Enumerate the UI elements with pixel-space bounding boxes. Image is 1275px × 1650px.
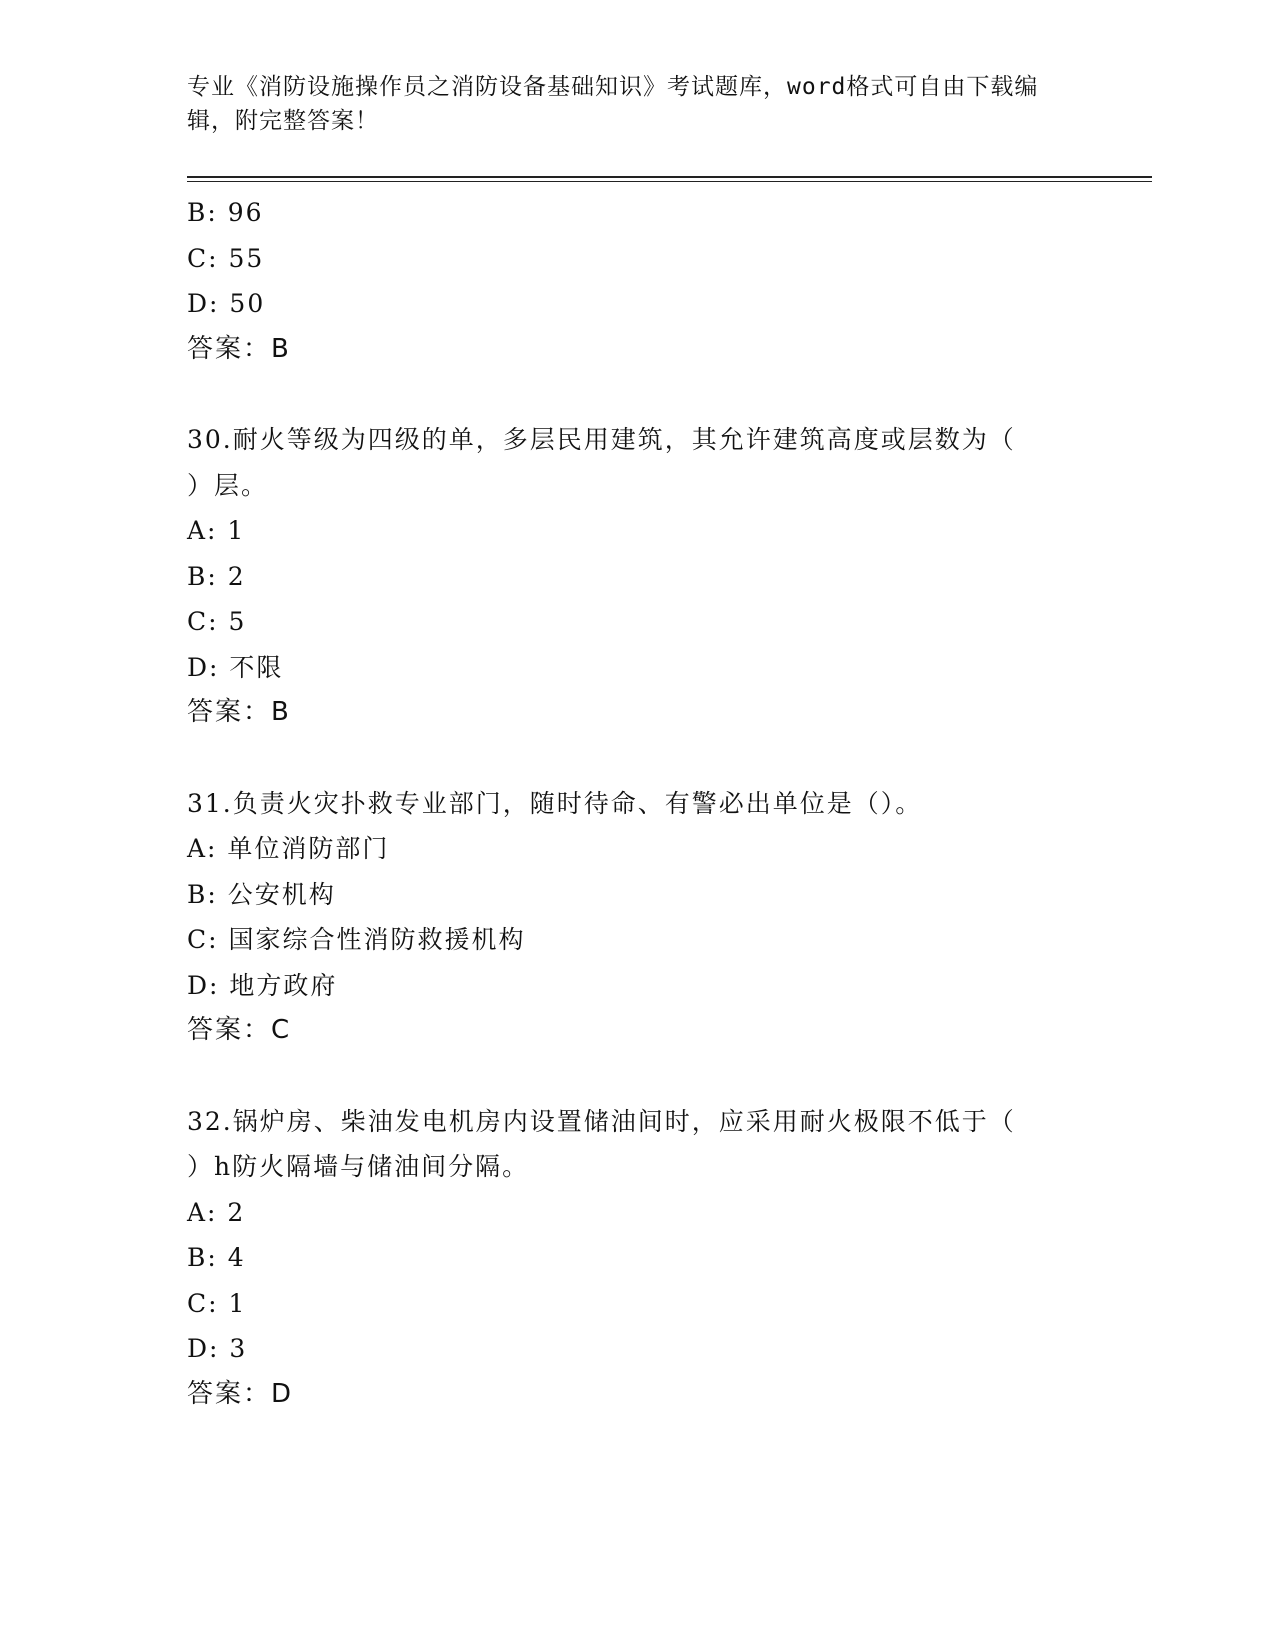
option-c: C: 1	[187, 1288, 247, 1318]
header-divider	[187, 176, 1152, 178]
option-b: B: 4	[187, 1243, 246, 1272]
question-30	[187, 417, 1077, 736]
option-d: D: 50	[187, 289, 266, 318]
document-body	[187, 190, 1077, 1417]
option-c: C: 5	[187, 607, 247, 636]
option-a: A: 单位消防部门	[187, 834, 390, 863]
answer: 答案：C	[187, 1015, 292, 1045]
option-a: A: 1	[187, 516, 246, 545]
question-31	[187, 781, 1077, 1054]
page-header	[187, 70, 1067, 138]
question-32	[187, 1099, 1077, 1418]
question-continued	[187, 190, 1077, 372]
option-c: C: 国家综合性消防救援机构	[187, 925, 526, 954]
option-d: D: 地方政府	[187, 970, 338, 1000]
option-b: B: 2	[187, 561, 246, 591]
option-a: A: 2	[187, 1197, 246, 1227]
answer: 答案：B	[187, 333, 291, 364]
option-d: D: 3	[187, 1334, 248, 1363]
question-text: 30.耐火等级为四级的单，多层民用建筑，其允许建筑高度或层数为（	[187, 425, 1016, 454]
answer: 答案：B	[187, 697, 291, 727]
header-line-1: 专业《消防设施操作员之消防设备基础知识》考试题库，word格式可自由下载编	[187, 74, 1039, 100]
question-text: 32.锅炉房、柴油发电机房内设置储油间时，应采用耐火极限不低于（	[187, 1106, 1016, 1136]
question-text: ）h防火隔墙与储油间分隔。	[187, 1152, 530, 1181]
option-d: D: 不限	[187, 652, 284, 682]
option-b: B: 96	[187, 198, 264, 227]
header-divider-thin	[187, 181, 1152, 182]
header-line-2: 辑，附完整答案！	[187, 108, 379, 134]
option-b: B: 公安机构	[187, 879, 336, 909]
answer: 答案：D	[187, 1378, 294, 1409]
question-text: ）层。	[187, 470, 269, 500]
question-text: 31.负责火灾扑救专业部门，随时待命、有警必出单位是（）。	[187, 788, 923, 818]
option-c: C: 55	[187, 243, 265, 273]
